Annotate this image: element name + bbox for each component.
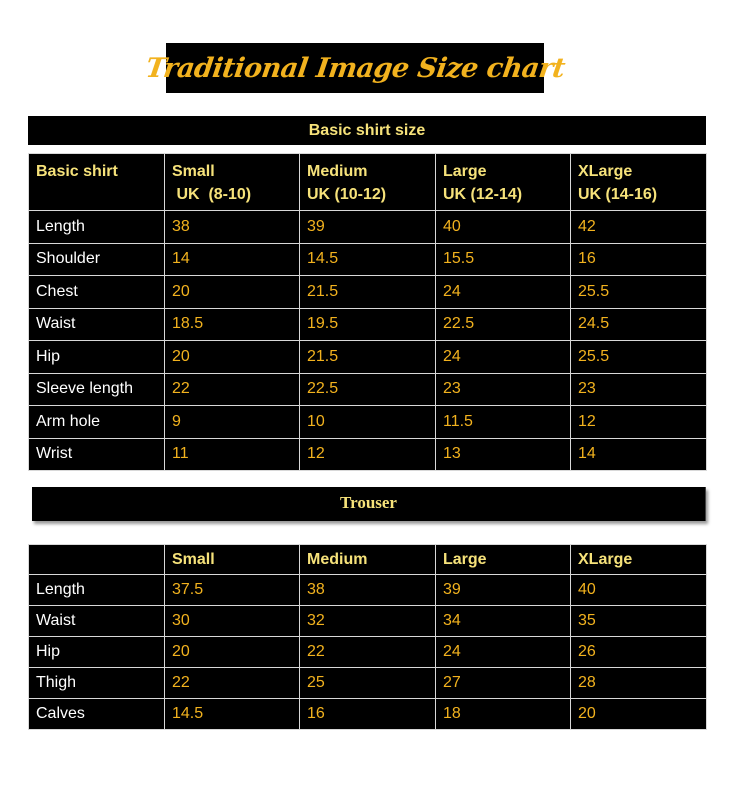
measurement-value: 14: [165, 243, 300, 276]
table-row: [29, 438, 707, 471]
shirt-header-cell: [571, 154, 707, 211]
measurement-value: 24.5: [571, 308, 707, 341]
measurement-label: Shoulder: [29, 243, 165, 276]
shirt-header-row: [29, 154, 707, 211]
table-row: [29, 308, 707, 341]
trouser-header-cell: Small: [165, 545, 300, 575]
table-row: [29, 668, 707, 699]
measurement-value: 22: [300, 637, 436, 668]
measurement-value: 28: [571, 668, 707, 699]
measurement-value: 22.5: [300, 373, 436, 406]
measurement-value: 22.5: [436, 308, 571, 341]
measurement-value: 20: [165, 637, 300, 668]
measurement-value: 38: [165, 211, 300, 244]
measurement-label: Waist: [29, 606, 165, 637]
measurement-value: 14: [571, 438, 707, 471]
measurement-label: Chest: [29, 276, 165, 309]
measurement-value: 23: [436, 373, 571, 406]
measurement-value: 14.5: [300, 243, 436, 276]
measurement-value: 26: [571, 637, 707, 668]
measurement-value: 20: [165, 341, 300, 374]
table-row: [29, 575, 707, 606]
size-uk-range: UK (12-14): [443, 186, 523, 203]
measurement-label: Calves: [29, 699, 165, 730]
measurement-value: 25.5: [571, 276, 707, 309]
shirt-header-cell: [300, 154, 436, 211]
measurement-value: 12: [300, 438, 436, 471]
measurement-value: 13: [436, 438, 571, 471]
measurement-value: 32: [300, 606, 436, 637]
measurement-label: Length: [29, 575, 165, 606]
size-name: XLarge: [578, 163, 633, 180]
size-uk-range: UK (10-12): [307, 186, 387, 203]
trouser-header-cell: Large: [436, 545, 571, 575]
measurement-value: 25: [300, 668, 436, 699]
trouser-header-cell: [29, 545, 165, 575]
measurement-value: 39: [436, 575, 571, 606]
size-name: Basic shirt: [36, 163, 118, 180]
measurement-value: 20: [165, 276, 300, 309]
measurement-value: 37.5: [165, 575, 300, 606]
measurement-value: 27: [436, 668, 571, 699]
shirt-section-title: Basic shirt size: [28, 116, 706, 145]
measurement-value: 11: [165, 438, 300, 471]
measurement-value: 24: [436, 637, 571, 668]
measurement-value: 10: [300, 406, 436, 439]
measurement-label: Hip: [29, 637, 165, 668]
size-uk-range: UK (14-16): [578, 186, 658, 203]
measurement-value: 42: [571, 211, 707, 244]
shirt-header-cell: [436, 154, 571, 211]
measurement-value: 19.5: [300, 308, 436, 341]
measurement-value: 14.5: [165, 699, 300, 730]
trouser-size-table: [28, 544, 707, 730]
measurement-value: 18: [436, 699, 571, 730]
measurement-value: 9: [165, 406, 300, 439]
table-row: [29, 341, 707, 374]
measurement-value: 21.5: [300, 341, 436, 374]
table-row: [29, 211, 707, 244]
table-row: [29, 637, 707, 668]
shirt-size-table: [28, 153, 707, 471]
measurement-label: Arm hole: [29, 406, 165, 439]
measurement-label: Length: [29, 211, 165, 244]
measurement-label: Sleeve length: [29, 373, 165, 406]
trouser-header-cell: Medium: [300, 545, 436, 575]
measurement-value: 30: [165, 606, 300, 637]
size-name: Medium: [307, 163, 368, 180]
shirt-header-cell: [29, 154, 165, 211]
measurement-value: 38: [300, 575, 436, 606]
trouser-header-cell: XLarge: [571, 545, 707, 575]
trouser-section-title: Trouser: [32, 487, 706, 521]
measurement-value: 23: [571, 373, 707, 406]
chart-title: Traditional Image Size chart: [143, 52, 567, 84]
measurement-value: 40: [436, 211, 571, 244]
measurement-value: 15.5: [436, 243, 571, 276]
measurement-value: 22: [165, 668, 300, 699]
table-row: [29, 243, 707, 276]
measurement-value: 39: [300, 211, 436, 244]
measurement-value: 22: [165, 373, 300, 406]
table-row: [29, 699, 707, 730]
measurement-value: 34: [436, 606, 571, 637]
title-banner: [143, 43, 567, 93]
measurement-label: Wrist: [29, 438, 165, 471]
measurement-value: 16: [300, 699, 436, 730]
table-row: [29, 606, 707, 637]
measurement-value: 16: [571, 243, 707, 276]
measurement-value: 11.5: [436, 406, 571, 439]
table-row: [29, 406, 707, 439]
measurement-value: 25.5: [571, 341, 707, 374]
shirt-header-cell: [165, 154, 300, 211]
size-name: Large: [443, 163, 487, 180]
table-row: [29, 276, 707, 309]
trouser-header-row: [29, 545, 707, 575]
measurement-label: Thigh: [29, 668, 165, 699]
measurement-value: 35: [571, 606, 707, 637]
measurement-value: 18.5: [165, 308, 300, 341]
measurement-label: Hip: [29, 341, 165, 374]
measurement-value: 40: [571, 575, 707, 606]
table-row: [29, 373, 707, 406]
measurement-value: 21.5: [300, 276, 436, 309]
measurement-value: 24: [436, 341, 571, 374]
measurement-label: Waist: [29, 308, 165, 341]
measurement-value: 12: [571, 406, 707, 439]
size-uk-range: UK (8-10): [172, 186, 252, 203]
measurement-value: 24: [436, 276, 571, 309]
measurement-value: 20: [571, 699, 707, 730]
size-name: Small: [172, 163, 215, 180]
